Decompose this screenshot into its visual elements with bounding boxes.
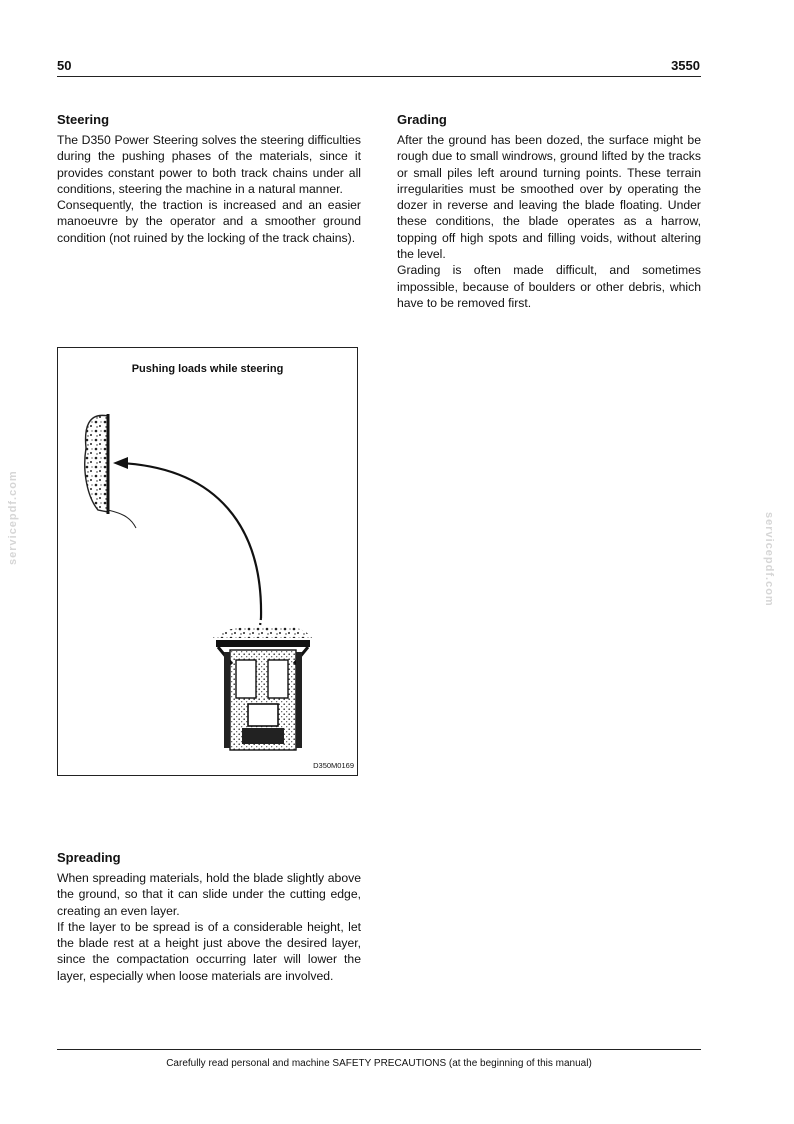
document-code: 3550 [671, 58, 700, 73]
figure-title: Pushing loads while steering [131, 363, 284, 375]
steering-section [57, 112, 361, 246]
steering-figure [57, 347, 358, 776]
spreading-heading: Spreading [57, 850, 121, 865]
watermark-right: servicepdf.com [763, 512, 775, 607]
figure-code: D350M0169 [313, 761, 354, 770]
dozer-illustration [58, 348, 357, 775]
watermark-left: servicepdf.com [7, 470, 19, 565]
grading-heading: Grading [397, 112, 447, 127]
steering-paragraph-1: The D350 Power Steering solves the steering difficulties during the pushing phases of the materials, since it provides constant power to both track chains under all conditions, steering the machine in a natural manner. [57, 133, 361, 196]
steering-arrow [113, 457, 261, 626]
page-number: 50 [57, 58, 72, 73]
spreading-section [57, 850, 361, 984]
spreading-paragraph-1: When spreading materials, hold the blade slightly above the ground, so that it can slide under the cutting edge, creating an even layer. [57, 871, 361, 918]
steering-heading: Steering [57, 112, 110, 127]
steering-paragraph-2: Consequently, the traction is increased and an easier manoeuvre by the operator and a smoother ground condition (not ruined by the locking of the track chains). [57, 198, 361, 245]
material-pile-left [85, 414, 136, 528]
footer-rule [57, 1049, 701, 1050]
header-rule [57, 76, 701, 77]
spreading-paragraph-2: If the layer to be spread is of a considerable height, let the blade rest at a height just above the desired layer, since the compactation occurring later will lower the layer, especially when loose materials are involved. [57, 919, 361, 983]
footer-note: Carefully read personal and machine SAFETY PRECAUTIONS (at the beginning of this manual) [166, 1058, 592, 1069]
dozer-icon [213, 626, 312, 750]
grading-section [397, 112, 701, 311]
grading-paragraph-2: Grading is often made difficult, and sometimes impossible, because of boulders or other debris, which have to be removed first. [397, 263, 701, 310]
grading-paragraph-1: After the ground has been dozed, the surface might be rough due to small windrows, ground lifted by the tracks or small piles left around turning points. These terrain irregularities must be smoothed over by operating the dozer in reverse and leaving the blade floating. Under these conditions, the blade operates as a harrow, topping off high spots and filling voids, without altering the level. [397, 133, 701, 262]
